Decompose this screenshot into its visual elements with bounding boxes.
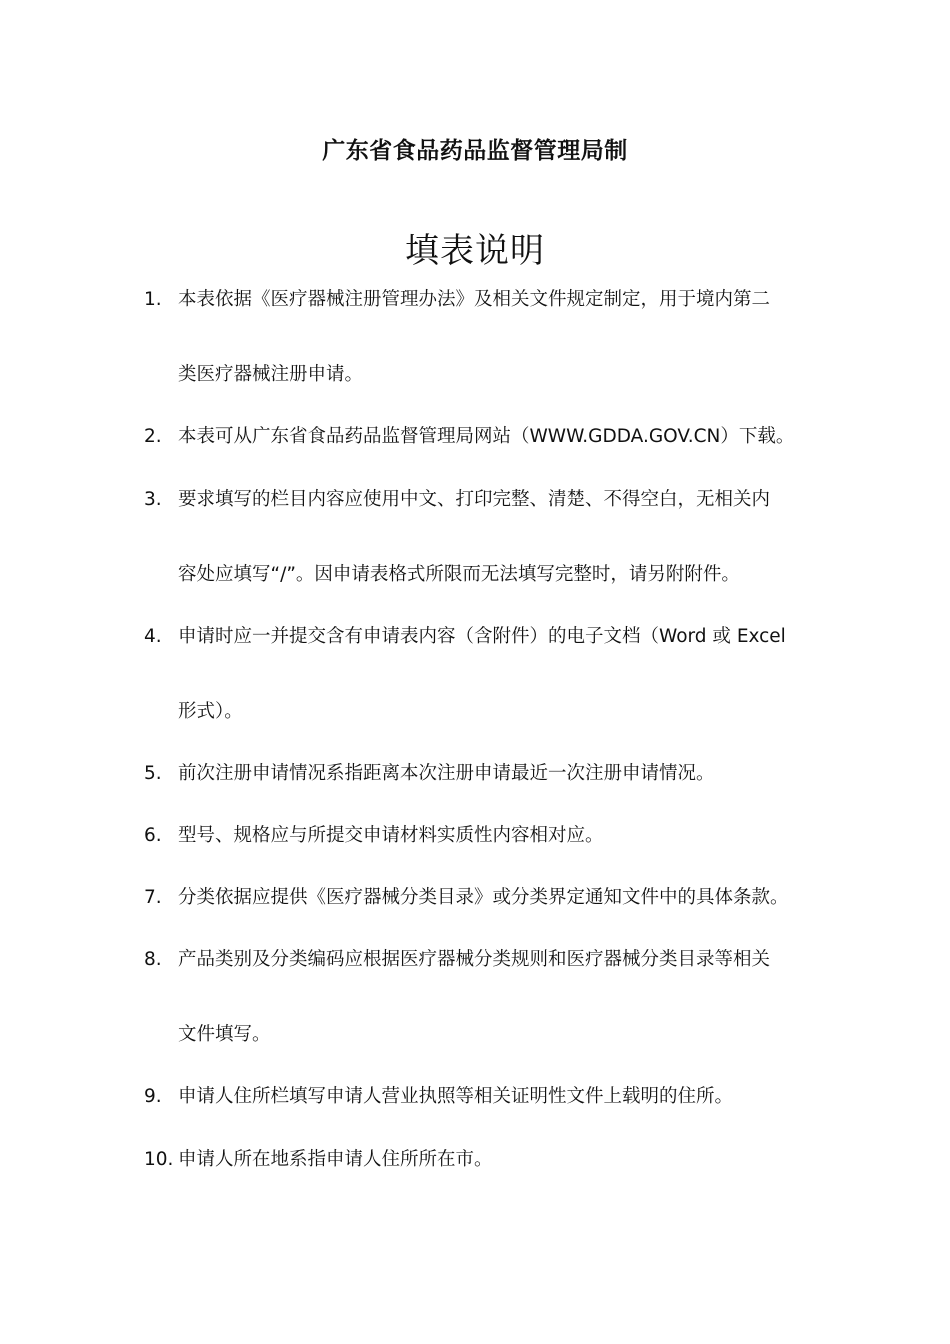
item-4-number: 4.	[144, 626, 162, 647]
item-8-number: 8.	[144, 949, 162, 970]
item-10-line-1: 申请人所在地系指申请人住所所在市。	[178, 1149, 493, 1170]
item-5-number: 5.	[144, 763, 162, 784]
item-5-line-1: 前次注册申请情况系指距离本次注册申请最近一次注册申请情况。	[178, 763, 715, 784]
item-9-number: 9.	[144, 1086, 162, 1107]
issuing-authority: 广东省食品药品监督管理局制	[322, 138, 628, 164]
item-4-line-2: 形式）。	[178, 701, 243, 722]
item-6-line-1: 型号、规格应与所提交申请材料实质性内容相对应。	[178, 825, 604, 846]
item-8-line-2: 文件填写。	[178, 1024, 271, 1045]
item-6-number: 6.	[144, 825, 162, 846]
item-1-line-2: 类医疗器械注册申请。	[178, 364, 364, 385]
item-3-line-2: 容处应填写“/”。因申请表格式所限而无法填写完整时，请另附附件。	[178, 564, 740, 585]
item-1-line-1: 本表依据《医疗器械注册管理办法》及相关文件规定制定，用于境内第二	[178, 289, 771, 310]
item-4-line-1: 申请时应一并提交含有申请表内容（含附件）的电子文档（Word 或 Excel	[178, 626, 786, 647]
item-2-number: 2.	[144, 426, 162, 447]
item-9-line-1: 申请人住所栏填写申请人营业执照等相关证明性文件上载明的住所。	[178, 1086, 734, 1107]
item-3-number: 3.	[144, 489, 162, 510]
item-2-line-1: 本表可从广东省食品药品监督管理局网站（WWW.GDDA.GOV.CN）下载。	[178, 426, 795, 447]
item-1-number: 1.	[144, 289, 162, 310]
item-10-number: 10.	[144, 1149, 174, 1170]
item-7-number: 7.	[144, 887, 162, 908]
item-7-line-1: 分类依据应提供《医疗器械分类目录》或分类界定通知文件中的具体条款。	[178, 887, 789, 908]
page-title: 填表说明	[405, 231, 545, 271]
item-8-line-1: 产品类别及分类编码应根据医疗器械分类规则和医疗器械分类目录等相关	[178, 949, 771, 970]
item-3-line-1: 要求填写的栏目内容应使用中文、打印完整、清楚、不得空白，无相关内	[178, 489, 771, 510]
